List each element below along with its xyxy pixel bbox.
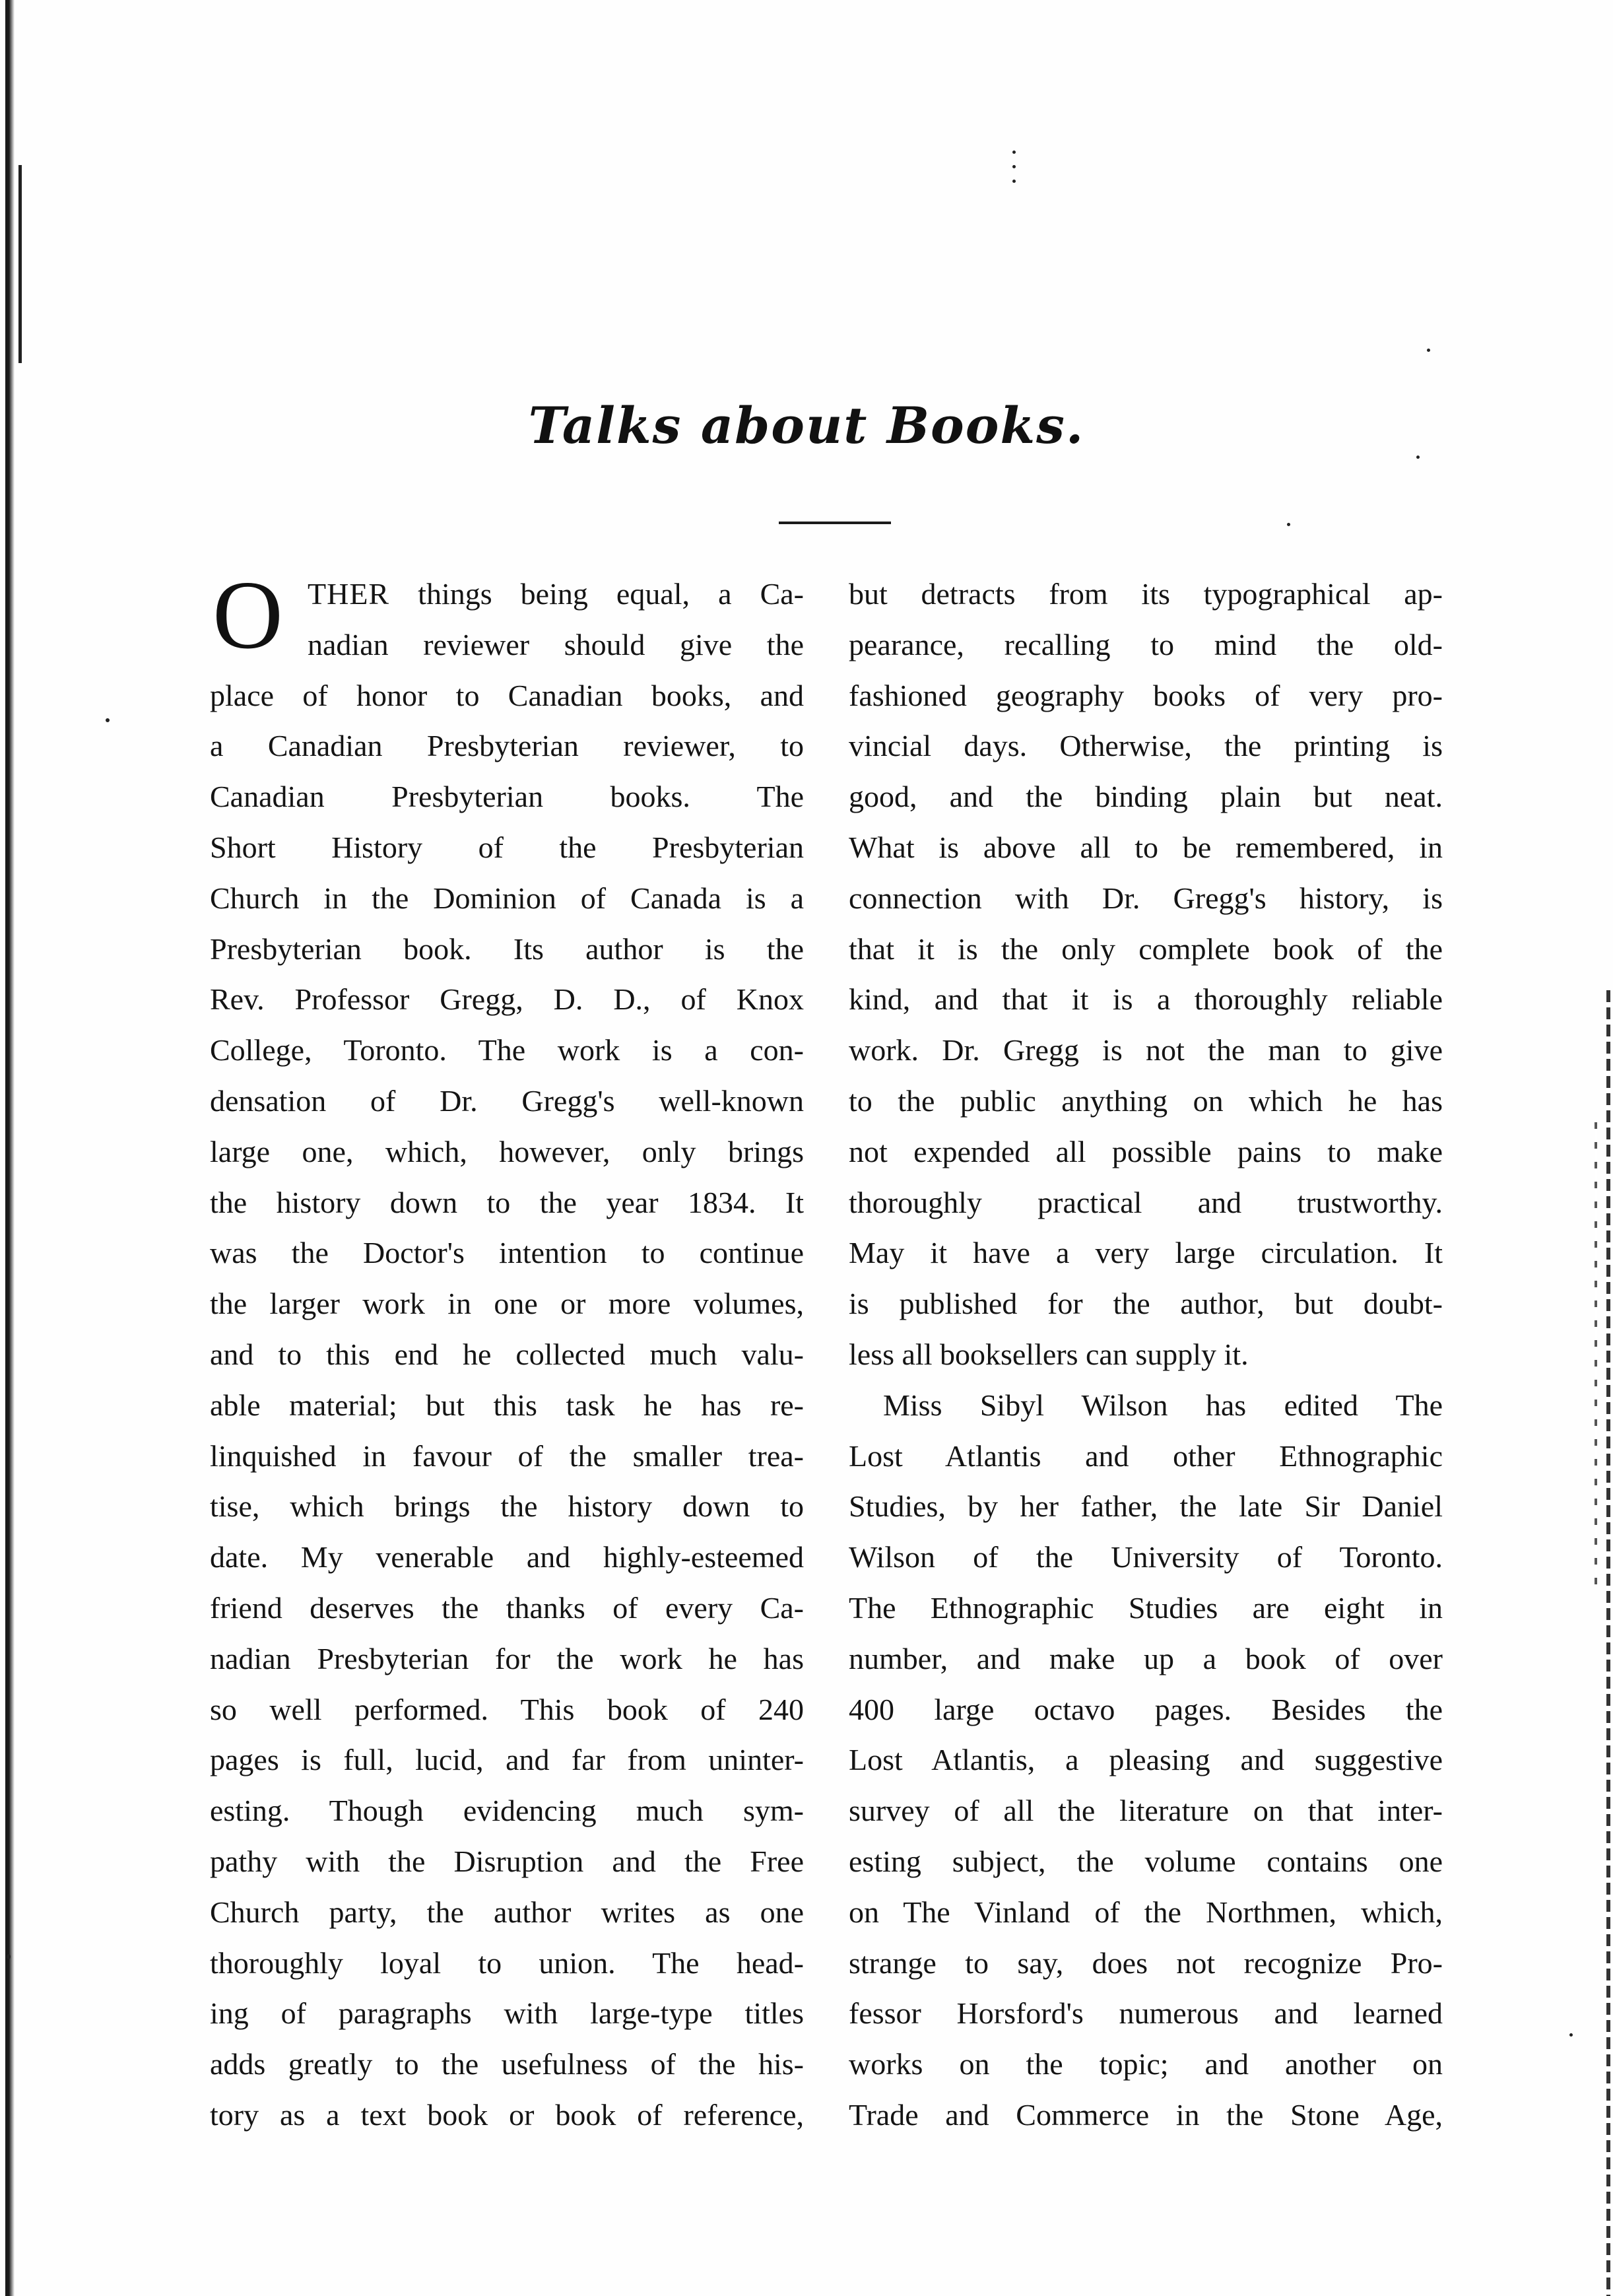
text-line: so well performed. This book of 240: [210, 1692, 804, 1726]
text-line: What is above all to be remembered, in: [849, 830, 1443, 864]
text-line: thoroughly loyal to union. The head-: [210, 1945, 804, 1980]
text-line: on The Vinland of the Northmen, which,: [849, 1895, 1443, 1929]
text-line: good, and the binding plain but neat.: [849, 780, 1443, 814]
text-line: fessor Horsford's numerous and learned: [849, 1996, 1443, 2031]
scan-edge-left: [5, 0, 15, 2296]
text-line: thoroughly practical and trustworthy.: [849, 1185, 1443, 1219]
text-line: less all booksellers can supply it.: [849, 1337, 1249, 1371]
text-line: Lost Atlantis, a pleasing and suggestive: [849, 1743, 1443, 1777]
scan-speck: [1569, 2033, 1573, 2037]
text-line: Rev. Professor Gregg, D. D., of Knox: [210, 982, 804, 1017]
text-line: not expended all possible pains to make: [849, 1134, 1443, 1168]
text-line: nadian Presbyterian for the work he has: [210, 1641, 804, 1675]
text-line: May it have a very large circulation. It: [849, 1236, 1443, 1270]
scan-edge-right-mark: [1595, 1122, 1597, 1584]
text-line: friend deserves the thanks of every Ca-: [210, 1590, 804, 1625]
scan-speck: [106, 718, 110, 722]
text-line: linquished in favour of the smaller trea-: [210, 1438, 804, 1473]
text-line: Short History of the Presbyterian: [210, 830, 804, 864]
text-line: vincial days. Otherwise, the printing is: [849, 729, 1443, 763]
title-rule: [779, 522, 891, 524]
scan-speck: [1427, 349, 1430, 352]
text-line: able material; but this task he has re-: [210, 1388, 804, 1422]
text-line: Wilson of the University of Toronto.: [849, 1540, 1443, 1574]
text-line: College, Toronto. The work is a con-: [210, 1033, 804, 1067]
text-line: The Ethnographic Studies are eight in: [849, 1590, 1443, 1625]
text-line: place of honor to Canadian books, and: [210, 678, 804, 712]
text-line: is published for the author, but doubt-: [849, 1287, 1443, 1321]
text-line: large one, which, however, only brings: [210, 1134, 804, 1168]
text-line: Lost Atlantis and other Ethnographic: [849, 1438, 1443, 1473]
text-line: Studies, by her father, the late Sir Daniel: [849, 1489, 1443, 1524]
scan-edge-left-mark: [18, 165, 22, 363]
text-line: fashioned geography books of very pro-: [849, 678, 1443, 712]
text-line: esting. Though evidencing much sym-: [210, 1794, 804, 1828]
right-column: [849, 569, 1443, 2141]
text-line: pathy with the Disruption and the Free: [210, 1844, 804, 1878]
text-line: was the Doctor's intention to continue: [210, 1236, 804, 1270]
scan-speck: [1012, 151, 1016, 154]
text-line: esting subject, the volume contains one: [849, 1844, 1443, 1878]
scan-speck: [7, 1954, 11, 1959]
text-line: Church in the Dominion of Canada is a: [210, 881, 804, 915]
text-line: works on the topic; and another on: [849, 2047, 1443, 2081]
text-line: tory as a text book or book of reference,: [210, 2097, 804, 2132]
scan-speck: [1012, 165, 1016, 168]
text-line: tise, which brings the history down to: [210, 1489, 804, 1524]
text-line: 400 large octavo pages. Besides the: [849, 1692, 1443, 1726]
text-line: Miss Sibyl Wilson has edited The: [883, 1388, 1443, 1422]
scan-speck: [1287, 523, 1290, 526]
text-line: ing of paragraphs with large-type titles: [210, 1996, 804, 2031]
text-line: Trade and Commerce in the Stone Age,: [849, 2097, 1443, 2132]
scan-speck: [1012, 180, 1016, 183]
text-line: to the public anything on which he has: [849, 1083, 1443, 1118]
text-line: work. Dr. Gregg is not the man to give: [849, 1033, 1443, 1067]
left-column: [210, 569, 804, 2141]
text-line: kind, and that it is a thoroughly reliable: [849, 982, 1443, 1017]
text-line: densation of Dr. Gregg's well-known: [210, 1083, 804, 1118]
text-line: THER things being equal, a Ca-: [308, 577, 804, 611]
scan-edge-right: [1606, 990, 1610, 2296]
drop-cap: O: [213, 561, 283, 669]
text-line: but detracts from its typographical ap-: [849, 577, 1443, 611]
text-line: Presbyterian book. Its author is the: [210, 931, 804, 966]
text-line: the larger work in one or more volumes,: [210, 1287, 804, 1321]
text-line: the history down to the year 1834. It: [210, 1185, 804, 1219]
text-line: Canadian Presbyterian books. The: [210, 780, 804, 814]
text-line: and to this end he collected much valu-: [210, 1337, 804, 1371]
text-line: pages is full, lucid, and far from uninter-: [210, 1743, 804, 1777]
text-line: pearance, recalling to mind the old-: [849, 627, 1443, 661]
scan-speck: [1416, 456, 1420, 459]
page-title: Talks about Books.: [528, 396, 1085, 455]
text-line: survey of all the literature on that inter-: [849, 1794, 1443, 1828]
text-line: a Canadian Presbyterian reviewer, to: [210, 729, 804, 763]
text-line: connection with Dr. Gregg's history, is: [849, 881, 1443, 915]
text-line: Church party, the author writes as one: [210, 1895, 804, 1929]
text-line: nadian reviewer should give the: [308, 627, 804, 661]
text-line: that it is the only complete book of the: [849, 931, 1443, 966]
first-word: THER: [308, 577, 390, 611]
text-line: adds greatly to the usefulness of the his-: [210, 2047, 804, 2081]
text-line: strange to say, does not recognize Pro-: [849, 1945, 1443, 1980]
text-line: date. My venerable and highly-esteemed: [210, 1540, 804, 1574]
text-line: number, and make up a book of over: [849, 1641, 1443, 1675]
